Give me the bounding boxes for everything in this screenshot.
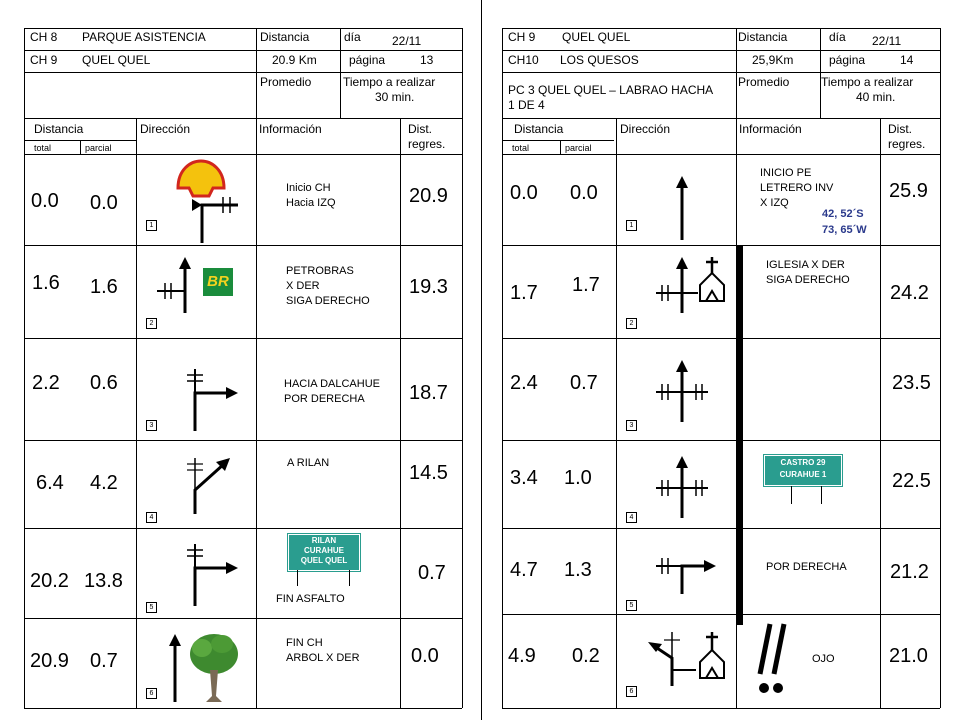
row-total: 2.2 <box>32 372 60 394</box>
row-dist-regres: 18.7 <box>409 382 448 404</box>
pagina-label: página <box>829 53 866 67</box>
header-ch-from: CH 8 <box>30 30 58 44</box>
distancia-label: Distancia <box>260 30 310 44</box>
row-number: 3 <box>626 420 637 431</box>
row-number: 5 <box>626 600 637 611</box>
col-direccion: Dirección <box>140 122 191 136</box>
row-number: 1 <box>146 220 157 231</box>
turn-right-tulip-icon <box>652 548 722 598</box>
road-sign: CASTRO 29 CURAHUE 1 <box>764 455 842 486</box>
col-parcial: parcial <box>85 143 112 153</box>
row-dist-regres: 25.9 <box>889 180 928 202</box>
row-dist-regres: 14.5 <box>409 462 448 484</box>
distancia-value: 20.9 Km <box>272 53 317 67</box>
row-dist-regres: 19.3 <box>409 276 448 298</box>
row-parcial: 1.7 <box>572 274 600 296</box>
row-dist-regres: 20.9 <box>409 185 448 207</box>
row-total: 2.4 <box>510 372 538 394</box>
row-parcial: 0.2 <box>572 645 600 667</box>
petrobras-logo: BR <box>203 268 233 296</box>
straight-left-junction-icon <box>155 255 205 315</box>
col-parcial: parcial <box>565 143 592 153</box>
header-ch-to: CH10 <box>508 53 539 67</box>
tiempo-value: 40 min. <box>856 90 896 104</box>
row-info: A RILAN <box>287 457 330 469</box>
col-informacion: Información <box>259 122 322 136</box>
row-total: 0.0 <box>31 190 59 212</box>
row-parcial: 0.7 <box>570 372 598 394</box>
row-parcial: 0.6 <box>90 372 118 394</box>
dia-value: 22/11 <box>392 34 422 48</box>
row-number: 6 <box>146 688 157 699</box>
row-parcial: 0.0 <box>570 182 598 204</box>
row-info: Inicio CH Hacia IZQ <box>286 182 336 209</box>
pc-note: PC 3 QUEL QUEL – LABRAO HACHA 1 DE 4 <box>508 83 714 112</box>
col-distancia: Distancia <box>514 122 564 136</box>
crossroads-straight-icon <box>652 356 722 426</box>
row-total: 3.4 <box>510 467 538 489</box>
row-info: POR DERECHA <box>766 561 847 573</box>
row-dist-regres: 0.0 <box>411 645 439 667</box>
turn-right-tulip-icon <box>180 365 240 435</box>
row-total: 0.0 <box>510 182 538 204</box>
straight-junction-church-icon <box>652 255 732 315</box>
tree-icon <box>188 630 240 706</box>
roadbook-page-left <box>0 0 462 720</box>
row-number: 1 <box>626 220 637 231</box>
row-number: 5 <box>146 602 157 613</box>
gps-longitude: 73, 65´W <box>822 224 867 236</box>
row-total: 1.6 <box>32 272 60 294</box>
pagina-value: 13 <box>420 53 434 67</box>
promedio-label: Promedio <box>260 75 312 89</box>
row-dist-regres: 0.7 <box>418 562 446 584</box>
turn-right-tulip-icon <box>180 540 240 610</box>
row-info: IGLESIA X DER SIGA DERECHO <box>766 259 850 286</box>
row-parcial: 1.3 <box>564 559 592 581</box>
row-total: 6.4 <box>36 472 64 494</box>
row-dist-regres: 21.0 <box>889 645 928 667</box>
row-total: 4.7 <box>510 559 538 581</box>
row-number: 2 <box>146 318 157 329</box>
row-total: 20.2 <box>30 570 69 592</box>
row-number: 2 <box>626 318 637 329</box>
road-line <box>737 245 743 625</box>
row-total: 4.9 <box>508 645 536 667</box>
crossroads-straight-icon <box>652 452 722 522</box>
row-dist-regres: 21.2 <box>890 561 929 583</box>
row-info: HACIA DALCAHUE POR DERECHA <box>284 378 380 405</box>
row-parcial: 0.0 <box>90 192 118 214</box>
row-dist-regres: 23.5 <box>892 372 931 394</box>
header-name-to: LOS QUESOS <box>560 53 639 67</box>
tiempo-label: Tiempo a realizar <box>343 75 436 89</box>
bear-left-church-icon <box>640 628 730 688</box>
dia-value: 22/11 <box>872 34 902 48</box>
row-number: 4 <box>146 512 157 523</box>
tiempo-value: 30 min. <box>375 90 415 104</box>
gps-latitude: 42, 52´S <box>822 208 864 220</box>
col-total: total <box>512 143 530 153</box>
row-number: 6 <box>626 686 637 697</box>
row-info: FIN ASFALTO <box>276 593 345 605</box>
col-total: total <box>34 143 52 153</box>
header-name-to: QUEL QUEL <box>82 53 151 67</box>
row-number: 3 <box>146 420 157 431</box>
row-dist-regres: 24.2 <box>890 282 929 304</box>
header-ch-from: CH 9 <box>508 30 536 44</box>
col-direccion: Dirección <box>620 122 671 136</box>
row-parcial: 0.7 <box>90 650 118 672</box>
caution-icon <box>752 620 802 700</box>
row-total: 1.7 <box>510 282 538 304</box>
col-dist-regres: Dist. regres. <box>408 122 446 151</box>
straight-arrow-icon <box>165 630 185 705</box>
row-parcial: 13.8 <box>84 570 123 592</box>
row-info: FIN CH ARBOL X DER <box>286 637 360 664</box>
row-info: PETROBRAS X DER SIGA DERECHO <box>286 265 370 307</box>
header-ch-to: CH 9 <box>30 53 58 67</box>
bear-right-tulip-icon <box>180 454 240 518</box>
header-name-from: QUEL QUEL <box>562 30 631 44</box>
row-parcial: 4.2 <box>90 472 118 494</box>
roadbook-page-right <box>480 0 942 720</box>
row-total: 20.9 <box>30 650 69 672</box>
dia-label: día <box>344 30 361 44</box>
pagina-value: 14 <box>900 53 914 67</box>
straight-arrow-icon <box>672 172 692 242</box>
row-dist-regres: 22.5 <box>892 470 931 492</box>
col-informacion: Información <box>739 122 802 136</box>
row-number: 4 <box>626 512 637 523</box>
pagina-label: página <box>349 53 386 67</box>
row-parcial: 1.6 <box>90 276 118 298</box>
distancia-label: Distancia <box>738 30 788 44</box>
row-info: INICIO PE LETRERO INV X IZQ <box>760 167 834 209</box>
row-parcial: 1.0 <box>564 467 592 489</box>
col-distancia: Distancia <box>34 122 84 136</box>
promedio-label: Promedio <box>738 75 790 89</box>
row-info: OJO <box>812 653 835 665</box>
road-sign: RILAN CURAHUE QUEL QUEL <box>288 534 360 571</box>
tiempo-label: Tiempo a realizar <box>821 75 914 89</box>
dia-label: día <box>829 30 846 44</box>
turn-left-tulip-icon <box>180 185 240 245</box>
distancia-value: 25,9Km <box>752 53 794 67</box>
header-name-from: PARQUE ASISTENCIA <box>82 30 206 44</box>
col-dist-regres: Dist. regres. <box>888 122 926 151</box>
